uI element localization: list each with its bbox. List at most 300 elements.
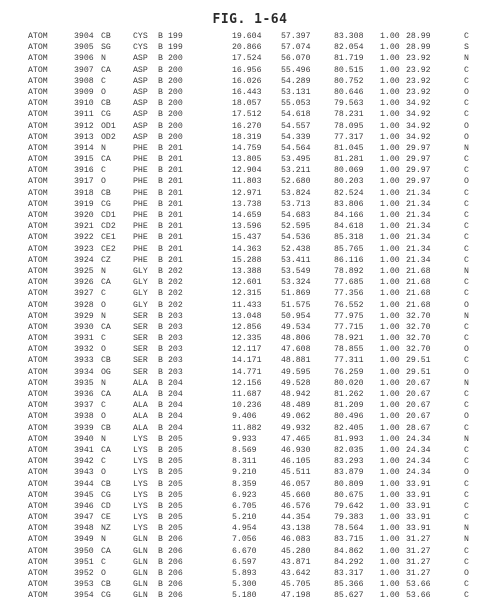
occupancy: 1.00 bbox=[380, 591, 400, 601]
b-factor: 32.70 bbox=[406, 334, 431, 344]
x-coord: 10.236 bbox=[232, 401, 262, 411]
residue-name: LYS bbox=[133, 524, 148, 534]
z-coord: 79.383 bbox=[334, 513, 364, 523]
residue-seq: 204 bbox=[168, 401, 183, 411]
y-coord: 57.397 bbox=[281, 32, 311, 41]
element-symbol: C bbox=[464, 32, 469, 41]
residue-seq: 200 bbox=[168, 110, 183, 120]
chain-id: B bbox=[158, 457, 163, 467]
z-coord: 77.715 bbox=[334, 322, 364, 332]
atom-name: OD1 bbox=[101, 121, 116, 131]
chain-id: B bbox=[158, 479, 163, 489]
x-coord: 4.954 bbox=[232, 524, 257, 534]
atom-name: C bbox=[101, 401, 106, 411]
element-symbol: C bbox=[464, 591, 469, 601]
chain-id: B bbox=[158, 501, 163, 511]
b-factor: 21.68 bbox=[406, 289, 431, 299]
residue-seq: 205 bbox=[168, 457, 183, 467]
atom-name: N bbox=[101, 143, 106, 153]
y-coord: 53.131 bbox=[281, 87, 311, 97]
residue-seq: 201 bbox=[168, 166, 183, 176]
occupancy: 1.00 bbox=[380, 199, 400, 209]
residue-name: PHE bbox=[133, 211, 148, 220]
y-coord: 54.536 bbox=[281, 233, 311, 243]
chain-id: B bbox=[158, 43, 163, 53]
residue-name: ALA bbox=[133, 390, 148, 399]
atom-name: CA bbox=[101, 390, 111, 399]
atom-record-row bbox=[0, 378, 500, 389]
atom-name: CG bbox=[101, 110, 111, 120]
record-type: ATOM bbox=[28, 166, 48, 176]
residue-seq: 201 bbox=[168, 233, 183, 243]
z-coord: 81.262 bbox=[334, 390, 364, 399]
atom-serial: 3938 bbox=[74, 412, 94, 422]
atom-serial: 3913 bbox=[74, 132, 94, 142]
atom-serial: 3923 bbox=[74, 244, 94, 254]
atom-name: O bbox=[101, 300, 106, 310]
atom-name: C bbox=[101, 166, 106, 176]
occupancy: 1.00 bbox=[380, 412, 400, 422]
x-coord: 8.569 bbox=[232, 445, 257, 455]
b-factor: 29.97 bbox=[406, 177, 431, 187]
record-type: ATOM bbox=[28, 345, 48, 355]
residue-seq: 205 bbox=[168, 524, 183, 534]
atom-name: CA bbox=[101, 65, 111, 75]
chain-id: B bbox=[158, 177, 163, 187]
x-coord: 14.759 bbox=[232, 143, 262, 153]
atom-serial: 3952 bbox=[74, 569, 94, 578]
atom-name: CB bbox=[101, 580, 111, 590]
atom-serial: 3937 bbox=[74, 401, 94, 411]
atom-record-row bbox=[0, 132, 500, 143]
chain-id: B bbox=[158, 367, 163, 377]
chain-id: B bbox=[158, 468, 163, 478]
y-coord: 52.438 bbox=[281, 244, 311, 254]
record-type: ATOM bbox=[28, 177, 48, 187]
b-factor: 29.97 bbox=[406, 155, 431, 165]
atom-name: CA bbox=[101, 278, 111, 288]
residue-name: LYS bbox=[133, 434, 148, 444]
b-factor: 31.27 bbox=[406, 535, 431, 545]
atom-name: CG bbox=[101, 490, 111, 500]
residue-seq: 203 bbox=[168, 311, 183, 321]
atom-record-row bbox=[0, 65, 500, 76]
record-type: ATOM bbox=[28, 222, 48, 232]
atom-serial: 3925 bbox=[74, 266, 94, 276]
y-coord: 54.557 bbox=[281, 121, 311, 131]
atom-name: NZ bbox=[101, 524, 111, 534]
chain-id: B bbox=[158, 132, 163, 142]
record-type: ATOM bbox=[28, 188, 48, 198]
chain-id: B bbox=[158, 233, 163, 243]
atom-name: C bbox=[101, 76, 106, 86]
atom-serial: 3948 bbox=[74, 524, 94, 534]
element-symbol: C bbox=[464, 445, 469, 455]
chain-id: B bbox=[158, 76, 163, 86]
atom-record-row bbox=[0, 434, 500, 445]
atom-record-row bbox=[0, 479, 500, 490]
occupancy: 1.00 bbox=[380, 468, 400, 478]
occupancy: 1.00 bbox=[380, 32, 400, 41]
chain-id: B bbox=[158, 322, 163, 332]
record-type: ATOM bbox=[28, 445, 48, 455]
x-coord: 16.270 bbox=[232, 121, 262, 131]
atom-serial: 3918 bbox=[74, 188, 94, 198]
atom-serial: 3930 bbox=[74, 322, 94, 332]
element-symbol: O bbox=[464, 345, 469, 355]
element-symbol: C bbox=[464, 278, 469, 288]
atom-serial: 3945 bbox=[74, 490, 94, 500]
z-coord: 76.259 bbox=[334, 367, 364, 377]
residue-seq: 200 bbox=[168, 54, 183, 64]
atom-name: CZ bbox=[101, 255, 111, 265]
element-symbol: C bbox=[464, 289, 469, 299]
element-symbol: S bbox=[464, 43, 469, 53]
z-coord: 77.356 bbox=[334, 289, 364, 299]
atom-name: N bbox=[101, 535, 106, 545]
atom-record-row bbox=[0, 322, 500, 333]
b-factor: 21.34 bbox=[406, 188, 431, 198]
occupancy: 1.00 bbox=[380, 378, 400, 388]
atom-record-row bbox=[0, 210, 500, 221]
x-coord: 5.210 bbox=[232, 513, 257, 523]
figure-title: FIG. 1-64 bbox=[212, 12, 288, 27]
atom-name: CB bbox=[101, 188, 111, 198]
chain-id: B bbox=[158, 513, 163, 523]
z-coord: 80.020 bbox=[334, 378, 364, 388]
y-coord: 50.954 bbox=[281, 311, 311, 321]
residue-name: ALA bbox=[133, 412, 148, 422]
element-symbol: C bbox=[464, 188, 469, 198]
chain-id: B bbox=[158, 155, 163, 165]
chain-id: B bbox=[158, 334, 163, 344]
x-coord: 5.893 bbox=[232, 569, 257, 578]
atom-record-row bbox=[0, 232, 500, 243]
y-coord: 48.489 bbox=[281, 401, 311, 411]
residue-name: SER bbox=[133, 356, 148, 366]
element-symbol: C bbox=[464, 233, 469, 243]
x-coord: 9.933 bbox=[232, 434, 257, 444]
chain-id: B bbox=[158, 188, 163, 198]
b-factor: 24.34 bbox=[406, 445, 431, 455]
atom-record-row bbox=[0, 255, 500, 266]
residue-seq: 205 bbox=[168, 434, 183, 444]
y-coord: 45.660 bbox=[281, 490, 311, 500]
atom-record-row bbox=[0, 400, 500, 411]
occupancy: 1.00 bbox=[380, 188, 400, 198]
occupancy: 1.00 bbox=[380, 524, 400, 534]
atom-serial: 3939 bbox=[74, 423, 94, 433]
residue-seq: 199 bbox=[168, 43, 183, 53]
atom-serial: 3936 bbox=[74, 390, 94, 399]
occupancy: 1.00 bbox=[380, 501, 400, 511]
b-factor: 23.92 bbox=[406, 87, 431, 97]
z-coord: 81.719 bbox=[334, 54, 364, 64]
occupancy: 1.00 bbox=[380, 311, 400, 321]
record-type: ATOM bbox=[28, 535, 48, 545]
atom-serial: 3946 bbox=[74, 501, 94, 511]
record-type: ATOM bbox=[28, 121, 48, 131]
atom-serial: 3942 bbox=[74, 457, 94, 467]
b-factor: 24.34 bbox=[406, 457, 431, 467]
atom-name: O bbox=[101, 87, 106, 97]
atom-record-row bbox=[0, 143, 500, 154]
atom-serial: 3917 bbox=[74, 177, 94, 187]
atom-record-row bbox=[0, 188, 500, 199]
record-type: ATOM bbox=[28, 390, 48, 399]
z-coord: 78.892 bbox=[334, 266, 364, 276]
chain-id: B bbox=[158, 278, 163, 288]
x-coord: 7.056 bbox=[232, 535, 257, 545]
atom-record-row bbox=[0, 244, 500, 255]
z-coord: 81.045 bbox=[334, 143, 364, 153]
chain-id: B bbox=[158, 412, 163, 422]
atom-serial: 3927 bbox=[74, 289, 94, 299]
atom-serial: 3922 bbox=[74, 233, 94, 243]
atom-serial: 3921 bbox=[74, 222, 94, 232]
record-type: ATOM bbox=[28, 266, 48, 276]
atom-serial: 3932 bbox=[74, 345, 94, 355]
atom-record-row bbox=[0, 31, 500, 42]
residue-seq: 201 bbox=[168, 211, 183, 220]
y-coord: 55.496 bbox=[281, 65, 311, 75]
y-coord: 54.339 bbox=[281, 132, 311, 142]
element-symbol: C bbox=[464, 423, 469, 433]
atom-record-row bbox=[0, 288, 500, 299]
x-coord: 14.363 bbox=[232, 244, 262, 254]
occupancy: 1.00 bbox=[380, 155, 400, 165]
x-coord: 11.803 bbox=[232, 177, 262, 187]
element-symbol: C bbox=[464, 457, 469, 467]
y-coord: 47.608 bbox=[281, 345, 311, 355]
record-type: ATOM bbox=[28, 557, 48, 567]
atom-record-row bbox=[0, 534, 500, 545]
residue-seq: 206 bbox=[168, 580, 183, 590]
z-coord: 77.685 bbox=[334, 278, 364, 288]
y-coord: 53.549 bbox=[281, 266, 311, 276]
x-coord: 18.319 bbox=[232, 132, 262, 142]
element-symbol: C bbox=[464, 110, 469, 120]
atom-record-row bbox=[0, 277, 500, 288]
residue-name: SER bbox=[133, 311, 148, 321]
z-coord: 78.564 bbox=[334, 524, 364, 534]
atom-record-row bbox=[0, 311, 500, 322]
residue-seq: 204 bbox=[168, 390, 183, 399]
occupancy: 1.00 bbox=[380, 233, 400, 243]
atom-record-row bbox=[0, 546, 500, 557]
residue-name: GLY bbox=[133, 289, 148, 299]
atom-serial: 3943 bbox=[74, 468, 94, 478]
residue-seq: 200 bbox=[168, 87, 183, 97]
atom-record-row bbox=[0, 176, 500, 187]
element-symbol: C bbox=[464, 322, 469, 332]
residue-name: ALA bbox=[133, 378, 148, 388]
record-type: ATOM bbox=[28, 155, 48, 165]
residue-name: LYS bbox=[133, 501, 148, 511]
element-symbol: N bbox=[464, 535, 469, 545]
record-type: ATOM bbox=[28, 132, 48, 142]
atom-record-row bbox=[0, 199, 500, 210]
residue-name: ALA bbox=[133, 423, 148, 433]
residue-name: SER bbox=[133, 367, 148, 377]
occupancy: 1.00 bbox=[380, 535, 400, 545]
y-coord: 53.211 bbox=[281, 166, 311, 176]
record-type: ATOM bbox=[28, 434, 48, 444]
residue-seq: 203 bbox=[168, 367, 183, 377]
chain-id: B bbox=[158, 199, 163, 209]
occupancy: 1.00 bbox=[380, 278, 400, 288]
atom-serial: 3904 bbox=[74, 32, 94, 41]
b-factor: 23.92 bbox=[406, 54, 431, 64]
occupancy: 1.00 bbox=[380, 132, 400, 142]
element-symbol: C bbox=[464, 490, 469, 500]
x-coord: 13.596 bbox=[232, 222, 262, 232]
b-factor: 20.67 bbox=[406, 378, 431, 388]
b-factor: 34.92 bbox=[406, 99, 431, 109]
z-coord: 85.318 bbox=[334, 233, 364, 243]
occupancy: 1.00 bbox=[380, 43, 400, 53]
atom-record-row bbox=[0, 501, 500, 512]
x-coord: 17.512 bbox=[232, 110, 262, 120]
residue-seq: 203 bbox=[168, 322, 183, 332]
chain-id: B bbox=[158, 121, 163, 131]
residue-name: PHE bbox=[133, 255, 148, 265]
y-coord: 47.198 bbox=[281, 591, 311, 601]
atom-name: C bbox=[101, 557, 106, 567]
z-coord: 78.921 bbox=[334, 334, 364, 344]
residue-name: LYS bbox=[133, 490, 148, 500]
atom-name: CG bbox=[101, 591, 111, 601]
record-type: ATOM bbox=[28, 211, 48, 220]
occupancy: 1.00 bbox=[380, 87, 400, 97]
record-type: ATOM bbox=[28, 591, 48, 601]
record-type: ATOM bbox=[28, 401, 48, 411]
x-coord: 6.705 bbox=[232, 501, 257, 511]
element-symbol: O bbox=[464, 87, 469, 97]
occupancy: 1.00 bbox=[380, 300, 400, 310]
element-symbol: C bbox=[464, 546, 469, 556]
chain-id: B bbox=[158, 345, 163, 355]
chain-id: B bbox=[158, 300, 163, 310]
x-coord: 12.856 bbox=[232, 322, 262, 332]
atom-serial: 3951 bbox=[74, 557, 94, 567]
atom-name: C bbox=[101, 289, 106, 299]
b-factor: 21.34 bbox=[406, 222, 431, 232]
atom-name: CB bbox=[101, 423, 111, 433]
occupancy: 1.00 bbox=[380, 569, 400, 578]
record-type: ATOM bbox=[28, 143, 48, 153]
atom-name: CG bbox=[101, 199, 111, 209]
atom-record-row bbox=[0, 568, 500, 579]
element-symbol: C bbox=[464, 244, 469, 254]
element-symbol: C bbox=[464, 580, 469, 590]
atom-serial: 3926 bbox=[74, 278, 94, 288]
y-coord: 49.528 bbox=[281, 378, 311, 388]
residue-seq: 200 bbox=[168, 65, 183, 75]
chain-id: B bbox=[158, 87, 163, 97]
element-symbol: O bbox=[464, 367, 469, 377]
occupancy: 1.00 bbox=[380, 367, 400, 377]
chain-id: B bbox=[158, 143, 163, 153]
record-type: ATOM bbox=[28, 54, 48, 64]
residue-name: PHE bbox=[133, 155, 148, 165]
residue-seq: 200 bbox=[168, 99, 183, 109]
record-type: ATOM bbox=[28, 311, 48, 321]
record-type: ATOM bbox=[28, 524, 48, 534]
residue-name: ALA bbox=[133, 401, 148, 411]
atom-name: CE1 bbox=[101, 233, 116, 243]
atom-name: N bbox=[101, 54, 106, 64]
z-coord: 77.317 bbox=[334, 132, 364, 142]
y-coord: 43.138 bbox=[281, 524, 311, 534]
occupancy: 1.00 bbox=[380, 266, 400, 276]
occupancy: 1.00 bbox=[380, 65, 400, 75]
x-coord: 12.335 bbox=[232, 334, 262, 344]
residue-name: PHE bbox=[133, 143, 148, 153]
atom-serial: 3928 bbox=[74, 300, 94, 310]
record-type: ATOM bbox=[28, 378, 48, 388]
residue-name: CYS bbox=[133, 32, 148, 41]
atom-name: CE bbox=[101, 513, 111, 523]
atom-name: C bbox=[101, 457, 106, 467]
y-coord: 46.930 bbox=[281, 445, 311, 455]
occupancy: 1.00 bbox=[380, 490, 400, 500]
residue-name: GLN bbox=[133, 535, 148, 545]
b-factor: 24.34 bbox=[406, 434, 431, 444]
residue-seq: 199 bbox=[168, 32, 183, 41]
z-coord: 82.405 bbox=[334, 423, 364, 433]
atom-name: CA bbox=[101, 546, 111, 556]
residue-name: SER bbox=[133, 322, 148, 332]
x-coord: 17.524 bbox=[232, 54, 262, 64]
y-coord: 56.070 bbox=[281, 54, 311, 64]
element-symbol: N bbox=[464, 54, 469, 64]
b-factor: 53.66 bbox=[406, 580, 431, 590]
y-coord: 46.057 bbox=[281, 479, 311, 489]
element-symbol: C bbox=[464, 255, 469, 265]
x-coord: 16.956 bbox=[232, 65, 262, 75]
element-symbol: C bbox=[464, 401, 469, 411]
element-symbol: O bbox=[464, 132, 469, 142]
occupancy: 1.00 bbox=[380, 322, 400, 332]
chain-id: B bbox=[158, 166, 163, 176]
y-coord: 43.871 bbox=[281, 557, 311, 567]
atom-serial: 3910 bbox=[74, 99, 94, 109]
residue-seq: 205 bbox=[168, 468, 183, 478]
z-coord: 82.054 bbox=[334, 43, 364, 53]
chain-id: B bbox=[158, 378, 163, 388]
b-factor: 29.97 bbox=[406, 143, 431, 153]
atom-record-row bbox=[0, 121, 500, 132]
b-factor: 21.68 bbox=[406, 278, 431, 288]
element-symbol: N bbox=[464, 266, 469, 276]
atom-serial: 3907 bbox=[74, 65, 94, 75]
z-coord: 83.715 bbox=[334, 535, 364, 545]
atom-serial: 3929 bbox=[74, 311, 94, 321]
b-factor: 33.91 bbox=[406, 490, 431, 500]
z-coord: 84.862 bbox=[334, 546, 364, 556]
record-type: ATOM bbox=[28, 43, 48, 53]
residue-seq: 203 bbox=[168, 334, 183, 344]
residue-seq: 202 bbox=[168, 266, 183, 276]
occupancy: 1.00 bbox=[380, 401, 400, 411]
record-type: ATOM bbox=[28, 457, 48, 467]
x-coord: 11.882 bbox=[232, 423, 262, 433]
record-type: ATOM bbox=[28, 546, 48, 556]
z-coord: 78.095 bbox=[334, 121, 364, 131]
chain-id: B bbox=[158, 535, 163, 545]
occupancy: 1.00 bbox=[380, 334, 400, 344]
